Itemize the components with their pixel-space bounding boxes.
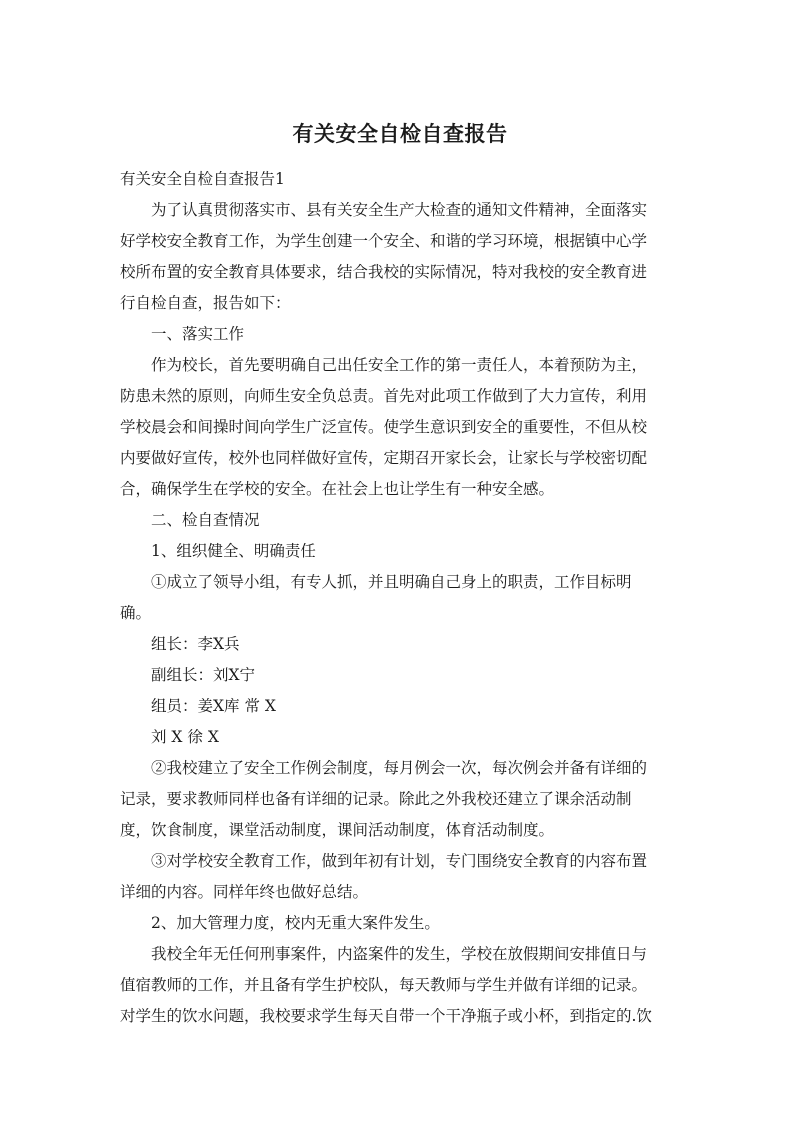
- text-line: 好学校安全教育工作，为学生创建一个安全、和谐的学习环境，根据镇中心学: [120, 232, 648, 250]
- text-line: 合，确保学生在学校的安全。在社会上也让学生有一种安全感。: [120, 480, 555, 498]
- member-line: 副组长：刘X宁: [151, 666, 256, 684]
- member-line: 组员：姜X库 常 X: [151, 697, 276, 715]
- text-line: ②我校建立了安全工作例会制度，每月例会一次，每次例会并备有详细的: [151, 759, 648, 777]
- text-line: 确。: [120, 604, 152, 622]
- text-line: 详细的内容。同样年终也做好总结。: [120, 883, 369, 901]
- text-line: 度，饮食制度，课堂活动制度，课间活动制度，体育活动制度。: [120, 821, 555, 839]
- text-line: 防患未然的原则，向师生安全负总责。首先对此项工作做到了大力宣传，利用: [120, 387, 648, 405]
- text-line: 作为校长，首先要明确自己出任安全工作的第一责任人，本着预防为主，: [151, 356, 648, 374]
- text-line: ①成立了领导小组，有专人抓，并且明确自己身上的职责，工作目标明: [151, 573, 632, 591]
- text-line: 校所布置的安全教育具体要求，结合我校的实际情况，特对我校的安全教育进: [120, 263, 648, 281]
- member-line: 组长：李X兵: [151, 635, 240, 653]
- text-line: 内要做好宣传，校外也同样做好宣传，定期召开家长会，让家长与学校密切配: [120, 449, 648, 467]
- subsection-heading: 2、加大管理力度，校内无重大案件发生。: [151, 914, 440, 932]
- section-heading: 一、落实工作: [151, 325, 245, 343]
- document-title: 有关安全自检自查报告: [292, 122, 508, 146]
- text-line: 对学生的饮水问题，我校要求学生每天自带一个干净瓶子或小杯，到指定的.饮: [120, 1007, 652, 1025]
- document-page: [120, 118, 680, 1032]
- text-line: 记录，要求教师同样也备有详细的记录。除此之外我校还建立了课余活动制: [120, 790, 632, 808]
- text-line: 我校全年无任何刑事案件，内盗案件的发生，学校在放假期间安排值日与: [151, 945, 648, 963]
- text-line: 学校晨会和间操时间向学生广泛宣传。使学生意识到安全的重要性，不但从校: [120, 418, 648, 436]
- text-line: ③对学校安全教育工作，做到年初有计划，专门围绕安全教育的内容布置: [151, 852, 648, 870]
- subsection-heading: 1、组织健全、明确责任: [151, 542, 316, 560]
- text-line: 值宿教师的工作，并且备有学生护校队，每天教师与学生并做有详细的记录。: [120, 976, 648, 994]
- text-line: 行自检自查，报告如下：: [120, 294, 291, 312]
- text-line: 为了认真贯彻落实市、县有关安全生产大检查的通知文件精神，全面落实: [151, 201, 648, 219]
- report-heading: 有关安全自检自查报告1: [120, 170, 285, 188]
- section-heading: 二、检自查情况: [151, 511, 260, 529]
- member-line: 刘 X 徐 X: [151, 728, 219, 746]
